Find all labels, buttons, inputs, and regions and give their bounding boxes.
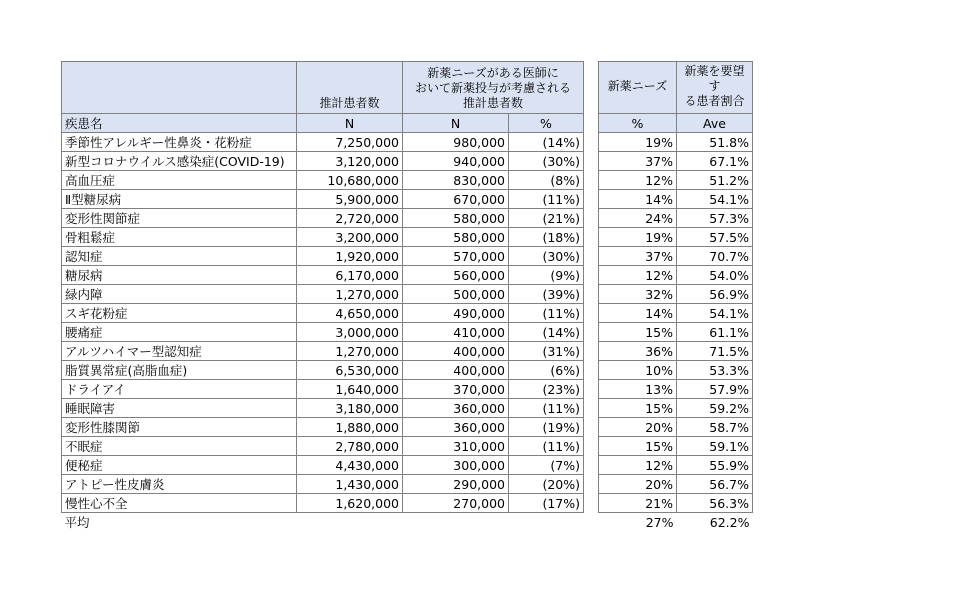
header-line: 新薬を要望す [684, 64, 745, 93]
table-row [62, 228, 584, 247]
ratio-value: (17%) [509, 494, 584, 513]
considered-value: 400,000 [403, 342, 509, 361]
ratio-value: (31%) [509, 342, 584, 361]
header-label: 推計患者数 [319, 96, 380, 110]
patients-value: 1,270,000 [297, 285, 403, 304]
header-new-drug-considered [403, 62, 584, 114]
patients-value: 2,720,000 [297, 209, 403, 228]
header-desire-ratio [677, 62, 753, 114]
disease-name: 新型コロナウイルス感染症(COVID-19) [62, 152, 297, 171]
ave-value: 57.9% [677, 380, 753, 399]
need-value: 12% [599, 456, 677, 475]
patients-value: 2,780,000 [297, 437, 403, 456]
table-row [62, 380, 584, 399]
table-row [599, 380, 753, 399]
ratio-value: (11%) [509, 304, 584, 323]
considered-value: 290,000 [403, 475, 509, 494]
patients-value: 5,900,000 [297, 190, 403, 209]
header-new-drug-need [599, 62, 677, 114]
disease-name: 便秘症 [62, 456, 297, 475]
ave-value: 53.3% [677, 361, 753, 380]
disease-name: 変形性関節症 [62, 209, 297, 228]
considered-value: 360,000 [403, 399, 509, 418]
disease-name: 糖尿病 [62, 266, 297, 285]
blank-header-cell [62, 62, 297, 114]
header-line: 新薬ニーズがある医師に [427, 66, 559, 80]
ave-value: 56.3% [677, 494, 753, 513]
table-row [62, 152, 584, 171]
table-row [599, 171, 753, 190]
need-value: 19% [599, 133, 677, 152]
table-row [62, 399, 584, 418]
disease-name: 認知症 [62, 247, 297, 266]
table-row [599, 437, 753, 456]
average-row [62, 513, 584, 532]
considered-value: 980,000 [403, 133, 509, 152]
table-row [62, 456, 584, 475]
considered-value: 670,000 [403, 190, 509, 209]
ave-value: 56.9% [677, 285, 753, 304]
ave-value: 70.7% [677, 247, 753, 266]
need-value: 21% [599, 494, 677, 513]
header-row [599, 62, 753, 114]
subheader-pct: % [509, 114, 584, 133]
average-need: 27% [645, 514, 674, 530]
ratio-value: (7%) [509, 456, 584, 475]
patients-value: 1,880,000 [297, 418, 403, 437]
table-row [599, 152, 753, 171]
considered-value: 300,000 [403, 456, 509, 475]
considered-value: 560,000 [403, 266, 509, 285]
subheader-row [599, 114, 753, 133]
table-row [599, 133, 753, 152]
ratio-value: (11%) [509, 437, 584, 456]
patients-value: 6,170,000 [297, 266, 403, 285]
average-label: 平均 [64, 515, 90, 531]
subheader-n: N [297, 114, 403, 133]
subheader-n: N [403, 114, 509, 133]
ratio-value: (20%) [509, 475, 584, 494]
considered-value: 310,000 [403, 437, 509, 456]
ave-value: 56.7% [677, 475, 753, 494]
table-row [599, 209, 753, 228]
ratio-value: (14%) [509, 323, 584, 342]
disease-name: 変形性膝関節 [62, 418, 297, 437]
ratio-value: (30%) [509, 247, 584, 266]
table-row [62, 437, 584, 456]
disease-name: アトピー性皮膚炎 [62, 475, 297, 494]
considered-value: 500,000 [403, 285, 509, 304]
table-row [599, 323, 753, 342]
estimate-table [61, 61, 584, 532]
table-row [62, 323, 584, 342]
considered-value: 490,000 [403, 304, 509, 323]
need-value: 14% [599, 304, 677, 323]
considered-value: 580,000 [403, 228, 509, 247]
table-row [62, 190, 584, 209]
ave-value: 71.5% [677, 342, 753, 361]
need-value: 37% [599, 247, 677, 266]
empty-cell [509, 513, 584, 532]
need-value: 13% [599, 380, 677, 399]
disease-name: 不眠症 [62, 437, 297, 456]
table-row [62, 171, 584, 190]
disease-name: ドライアイ [62, 380, 297, 399]
ratio-value: (9%) [509, 266, 584, 285]
empty-cell [297, 513, 403, 532]
ave-value: 57.3% [677, 209, 753, 228]
ratio-value: (8%) [509, 171, 584, 190]
patients-value: 3,200,000 [297, 228, 403, 247]
subheader-disease: 疾患名 [62, 114, 297, 133]
patients-value: 1,640,000 [297, 380, 403, 399]
ave-value: 59.1% [677, 437, 753, 456]
disease-name: 慢性心不全 [62, 494, 297, 513]
header-line: おいて新薬投与が考慮される [414, 81, 571, 95]
need-table [598, 61, 753, 532]
table-row [62, 418, 584, 437]
need-value: 36% [599, 342, 677, 361]
patients-value: 7,250,000 [297, 133, 403, 152]
need-value: 37% [599, 152, 677, 171]
subheader-row [62, 114, 584, 133]
disease-name: 脂質異常症(高脂血症) [62, 361, 297, 380]
disease-name: 高血圧症 [62, 171, 297, 190]
average-row [599, 513, 753, 532]
need-value: 10% [599, 361, 677, 380]
patients-value: 1,270,000 [297, 342, 403, 361]
table-row [62, 247, 584, 266]
considered-value: 400,000 [403, 361, 509, 380]
patients-value: 3,120,000 [297, 152, 403, 171]
table-row [599, 494, 753, 513]
considered-value: 360,000 [403, 418, 509, 437]
patients-value: 10,680,000 [297, 171, 403, 190]
need-value: 24% [599, 209, 677, 228]
patients-value: 4,650,000 [297, 304, 403, 323]
ratio-value: (11%) [509, 190, 584, 209]
disease-name: スギ花粉症 [62, 304, 297, 323]
table-row [599, 342, 753, 361]
table-row [62, 475, 584, 494]
empty-cell [403, 513, 509, 532]
disease-name: アルツハイマー型認知症 [62, 342, 297, 361]
ratio-value: (19%) [509, 418, 584, 437]
table-row [599, 304, 753, 323]
ave-value: 57.5% [677, 228, 753, 247]
need-value: 32% [599, 285, 677, 304]
header-line: る患者割合 [684, 94, 745, 108]
header-label: 新薬ニーズ [607, 79, 668, 93]
disease-name: 睡眠障害 [62, 399, 297, 418]
ave-value: 55.9% [677, 456, 753, 475]
table-row [62, 133, 584, 152]
patients-value: 3,180,000 [297, 399, 403, 418]
ave-value: 54.1% [677, 190, 753, 209]
need-value: 15% [599, 437, 677, 456]
considered-value: 370,000 [403, 380, 509, 399]
patients-value: 1,430,000 [297, 475, 403, 494]
patients-value: 4,430,000 [297, 456, 403, 475]
table-row [62, 285, 584, 304]
patients-value: 6,530,000 [297, 361, 403, 380]
table-row [599, 266, 753, 285]
table-row [599, 285, 753, 304]
table-row [62, 209, 584, 228]
ratio-value: (11%) [509, 399, 584, 418]
patients-value: 1,620,000 [297, 494, 403, 513]
need-value: 19% [599, 228, 677, 247]
need-value: 15% [599, 323, 677, 342]
need-value: 15% [599, 399, 677, 418]
considered-value: 570,000 [403, 247, 509, 266]
patients-value: 1,920,000 [297, 247, 403, 266]
ave-value: 51.2% [677, 171, 753, 190]
header-line: 推計患者数 [462, 96, 523, 110]
table-row [62, 494, 584, 513]
need-value: 12% [599, 266, 677, 285]
ratio-value: (30%) [509, 152, 584, 171]
table-row [62, 304, 584, 323]
ratio-value: (14%) [509, 133, 584, 152]
ave-value: 67.1% [677, 152, 753, 171]
disease-name: 季節性アレルギー性鼻炎・花粉症 [62, 133, 297, 152]
table-row [599, 228, 753, 247]
table-row [599, 190, 753, 209]
table-row [599, 456, 753, 475]
disease-name: 腰痛症 [62, 323, 297, 342]
average-ave: 62.2% [709, 514, 750, 530]
disease-name: 緑内障 [62, 285, 297, 304]
need-value: 12% [599, 171, 677, 190]
ratio-value: (18%) [509, 228, 584, 247]
need-value: 20% [599, 475, 677, 494]
table-row [62, 342, 584, 361]
considered-value: 410,000 [403, 323, 509, 342]
table-row [599, 475, 753, 494]
disease-name: 骨粗鬆症 [62, 228, 297, 247]
ave-value: 51.8% [677, 133, 753, 152]
considered-value: 830,000 [403, 171, 509, 190]
table-row [599, 247, 753, 266]
need-value: 20% [599, 418, 677, 437]
ave-value: 58.7% [677, 418, 753, 437]
considered-value: 940,000 [403, 152, 509, 171]
considered-value: 270,000 [403, 494, 509, 513]
ave-value: 54.0% [677, 266, 753, 285]
table-row [599, 361, 753, 380]
table-row [599, 418, 753, 437]
subheader-pct: % [599, 114, 677, 133]
disease-name: Ⅱ型糖尿病 [62, 190, 297, 209]
header-estimated-patients [297, 62, 403, 114]
ratio-value: (21%) [509, 209, 584, 228]
need-value: 14% [599, 190, 677, 209]
ave-value: 54.1% [677, 304, 753, 323]
subheader-ave: Ave [677, 114, 753, 133]
patients-value: 3,000,000 [297, 323, 403, 342]
table-row [599, 399, 753, 418]
header-row [62, 62, 584, 114]
considered-value: 580,000 [403, 209, 509, 228]
ratio-value: (39%) [509, 285, 584, 304]
table-row [62, 361, 584, 380]
ratio-value: (6%) [509, 361, 584, 380]
ratio-value: (23%) [509, 380, 584, 399]
table-row [62, 266, 584, 285]
ave-value: 61.1% [677, 323, 753, 342]
ave-value: 59.2% [677, 399, 753, 418]
